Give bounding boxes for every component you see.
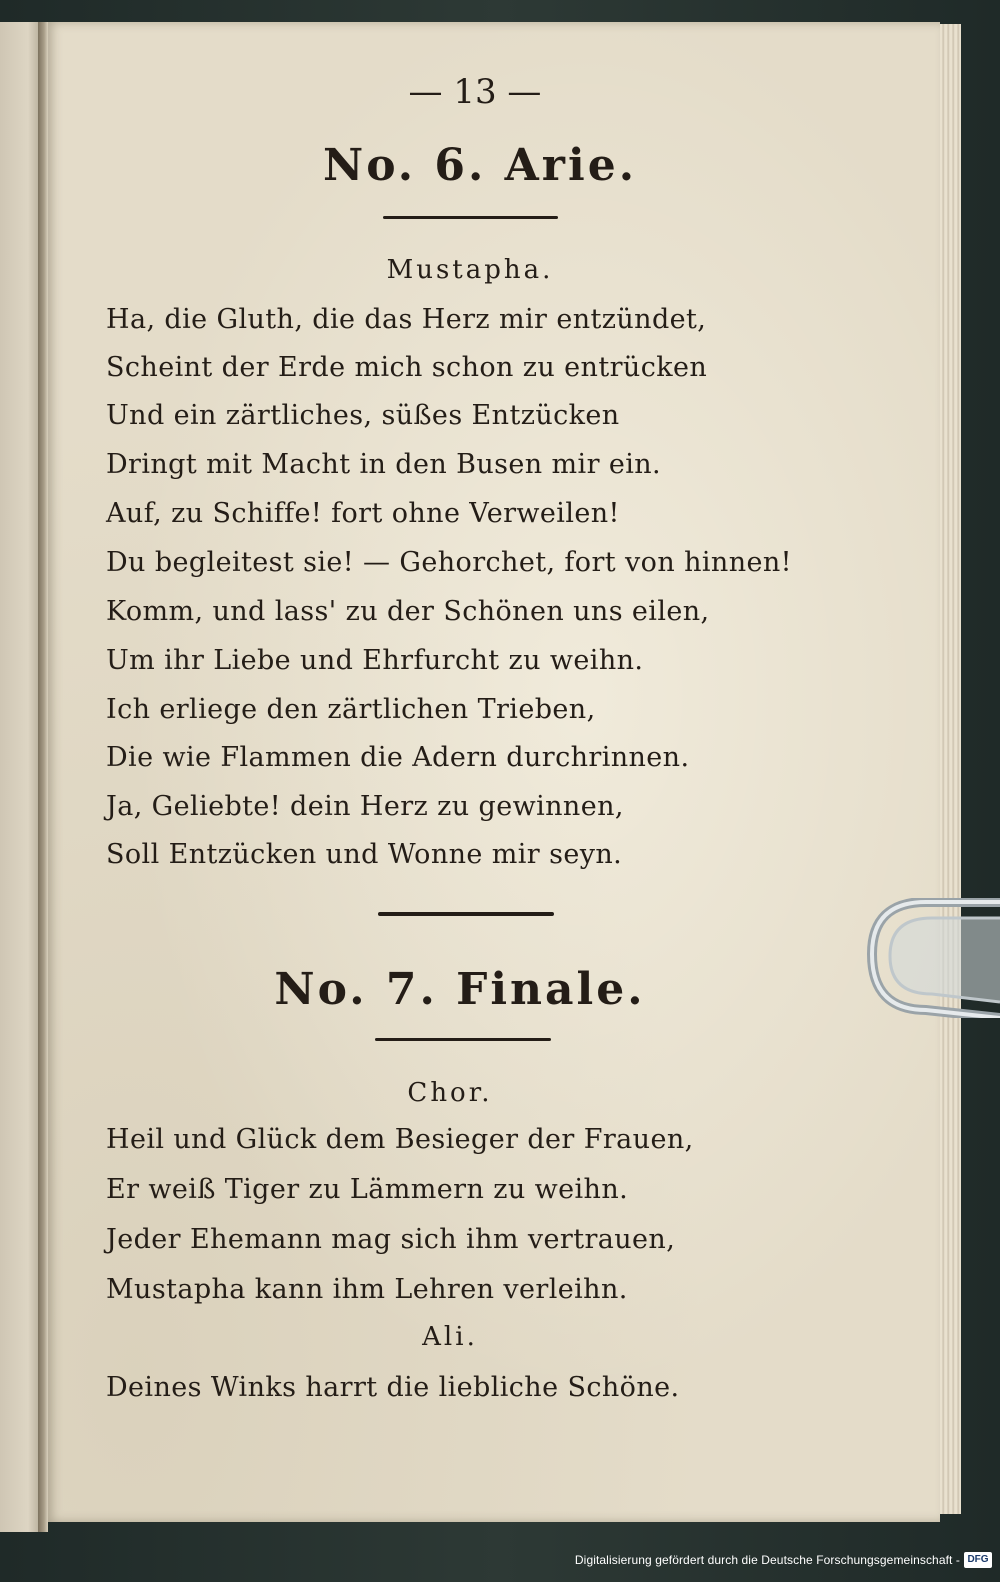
- speaker-label: Mustapha.: [386, 255, 554, 285]
- verse-line: Er weiß Tiger zu Lämmern zu weihn.: [106, 1174, 629, 1205]
- section-heading-finale: No. 7. Finale.: [274, 964, 646, 1015]
- verse-line: Scheint der Erde mich schon zu entrücken: [106, 352, 708, 383]
- section-divider: [378, 912, 554, 916]
- verse-line: Auf, zu Schiffe! fort ohne Verweilen!: [106, 498, 620, 529]
- facing-page-edge: [0, 22, 40, 1532]
- digitization-credit: Digitalisierung gefördert durch die Deutsche Forschungsgemeinschaft -: [574, 1553, 960, 1567]
- page-number: — 13 —: [408, 72, 542, 112]
- verse-line: Ich erliege den zärtlichen Trieben,: [106, 694, 596, 725]
- verse-line: Ha, die Gluth, die das Herz mir entzündet,: [106, 304, 707, 335]
- dfg-logo: DFG: [964, 1552, 992, 1568]
- speaker-label: Chor.: [407, 1078, 493, 1108]
- verse-line: Mustapha kann ihm Lehren verleihn.: [106, 1274, 628, 1305]
- verse-line: Die wie Flammen die Adern durchrinnen.: [106, 742, 690, 773]
- verse-line: Soll Entzücken und Wonne mir seyn.: [106, 839, 623, 870]
- verse-line: Du begleitest sie! — Gehorchet, fort von hinnen!: [106, 547, 792, 578]
- verse-line: Um ihr Liebe und Ehrfurcht zu weihn.: [106, 645, 644, 676]
- book-gutter: [38, 22, 48, 1532]
- verse-line: Dringt mit Macht in den Busen mir ein.: [106, 449, 662, 480]
- verse-line: Und ein zärtliches, süßes Entzücken: [106, 400, 620, 431]
- verse-line: Komm, und lass' zu der Schönen uns eilen,: [106, 596, 710, 627]
- speaker-label: Ali.: [422, 1322, 478, 1352]
- verse-line: Jeder Ehemann mag sich ihm vertrauen,: [106, 1224, 676, 1255]
- verse-line: Deines Winks harrt die liebliche Schöne.: [106, 1372, 680, 1403]
- verse-line: Ja, Geliebte! dein Herz zu gewinnen,: [106, 791, 624, 822]
- section-heading-arie: No. 6. Arie.: [322, 140, 638, 191]
- heading-rule: [383, 216, 558, 219]
- heading-rule: [375, 1038, 551, 1041]
- paper-clip-icon: [866, 898, 1000, 1018]
- verse-line: Heil und Glück dem Besieger der Frauen,: [106, 1124, 694, 1155]
